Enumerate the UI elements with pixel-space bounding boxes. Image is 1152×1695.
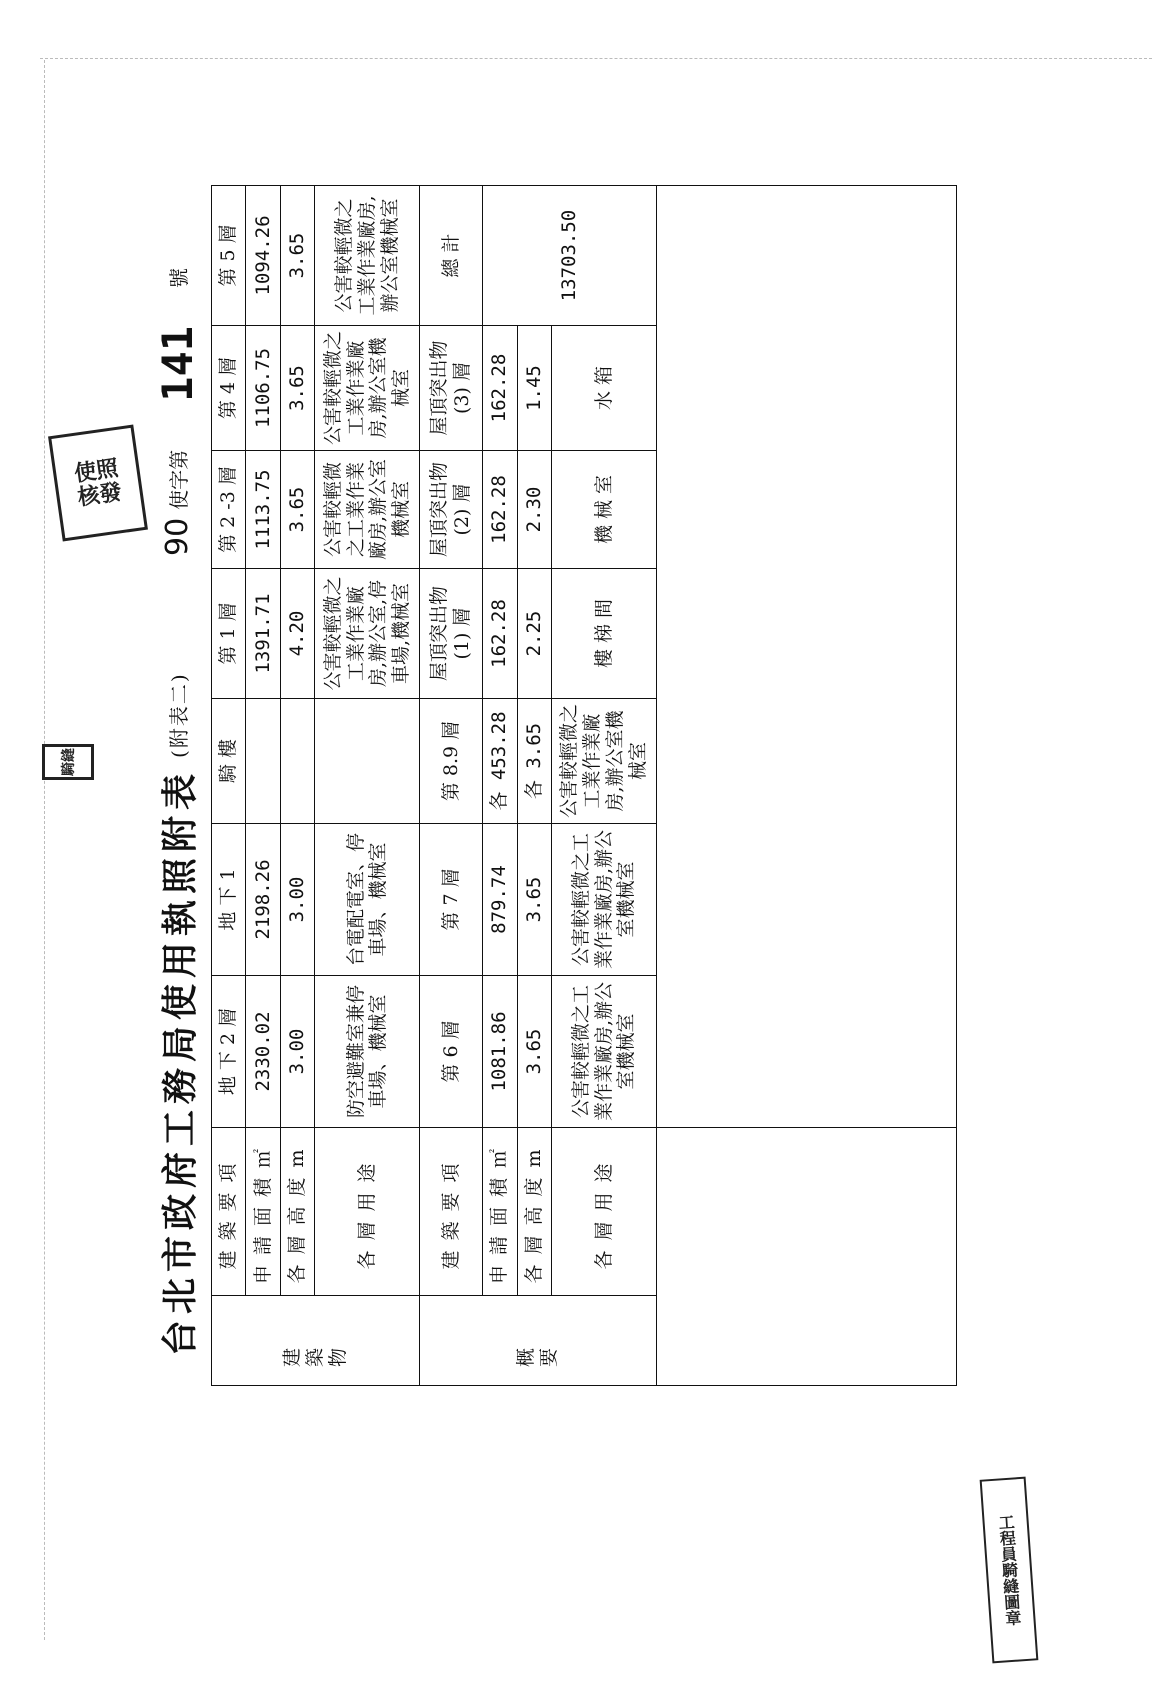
table-cell: 公害較輕微之工業作業廠房,辦公室機械室 (315, 451, 420, 569)
table-cell: 3.65 (517, 976, 551, 1128)
form-sheet (137, 186, 957, 1386)
row-label: 建築要項 (212, 1128, 246, 1296)
scan-border-left (44, 60, 45, 1640)
table-cell: 2.30 (517, 451, 551, 569)
form-subtitle: (附表二) (166, 672, 191, 758)
table-cell: 3.00 (280, 824, 314, 976)
table-cell: 第 1 層 (212, 569, 246, 699)
blank-cell (657, 1128, 957, 1386)
table-cell: 各 453.28 (483, 699, 517, 824)
upper-area-row (246, 186, 280, 1386)
lower-use-row (552, 186, 657, 1386)
table-cell: 第 2 -3 層 (212, 451, 246, 569)
table-cell: 2.25 (517, 569, 551, 699)
seam-stamp (42, 744, 94, 780)
permit-table (211, 185, 957, 1386)
row-label: 各層用途 (315, 1128, 420, 1296)
table-cell: 地 下 2 層 (212, 976, 246, 1128)
table-cell: 防空避難室兼停車場、機械室 (315, 976, 420, 1128)
table-cell: 公害較輕微之工業作業廠房,辦公室機械室 (552, 824, 657, 976)
table-cell: 3.65 (280, 186, 314, 326)
table-cell: 3.65 (280, 451, 314, 569)
table-cell: 第 5 層 (212, 186, 246, 326)
rotated-form (137, 186, 957, 1386)
table-cell (280, 699, 314, 824)
row-label: 申請面積㎡ (246, 1128, 280, 1296)
doc-number: 141 (152, 325, 202, 402)
doc-year: 90 (159, 517, 195, 556)
table-cell: 2198.26 (246, 824, 280, 976)
table-cell: 第 8.9 層 (420, 699, 483, 824)
table-cell: 屋頂突出物(2) 層 (420, 451, 483, 569)
table-cell: 公害較輕微之工業作業廠房,辦公室機械室 (552, 699, 657, 824)
upper-item-row (212, 186, 246, 1386)
table-cell: 總 計 (420, 186, 483, 326)
row-label: 申請面積㎡ (483, 1128, 517, 1296)
table-cell: 騎 樓 (212, 699, 246, 824)
row-label: 各層高度m (280, 1128, 314, 1296)
seal-stamp (48, 425, 148, 542)
table-cell: 3.65 (517, 824, 551, 976)
table-cell: 屋頂突出物(1) 層 (420, 569, 483, 699)
row-label: 各層用途 (552, 1128, 657, 1296)
blank-footer-row (657, 186, 957, 1386)
table-cell: 1081.86 (483, 976, 517, 1128)
lower-item-row (420, 186, 483, 1386)
table-cell: 樓 梯 間 (552, 569, 657, 699)
table-cell: 1391.71 (246, 569, 280, 699)
engineer-stamp-text: 工程員騎縫圖章 (995, 1513, 1023, 1627)
table-cell: 公害較輕微之工業作業廠房,辦公室,停車場,機械室 (315, 569, 420, 699)
section-label-upper: 建築物 (212, 1296, 420, 1386)
seam-stamp-text: 騎縫 (61, 748, 77, 776)
table-cell (246, 699, 280, 824)
form-title-text: 台北市政府工務局使用執照附表 (158, 767, 201, 1356)
table-cell: 各 3.65 (517, 699, 551, 824)
table-cell (315, 699, 420, 824)
document-number (147, 196, 207, 556)
row-label: 建築要項 (420, 1128, 483, 1296)
table-cell: 1094.26 (246, 186, 280, 326)
table-cell: 公害較輕微之工業作業廠房,辦公室機械室 (552, 976, 657, 1128)
table-cell: 4.20 (280, 569, 314, 699)
table-cell: 第 4 層 (212, 326, 246, 451)
table-cell: 屋頂突出物(3) 層 (420, 326, 483, 451)
table-cell: 水 箱 (552, 326, 657, 451)
table-cell: 162.28 (483, 569, 517, 699)
total-area-cell: 13703.50 (483, 186, 657, 326)
table-cell: 地 下 1 (212, 824, 246, 976)
lower-area-row (483, 186, 517, 1386)
table-cell: 機 械 室 (552, 451, 657, 569)
upper-use-row (315, 186, 420, 1386)
table-cell: 公害較輕微之工業作業廠房,辦公室機械室 (315, 326, 420, 451)
scan-border-top (40, 58, 1152, 59)
table-cell: 2330.02 (246, 976, 280, 1128)
row-label: 各層高度m (517, 1128, 551, 1296)
table-cell: 3.00 (280, 976, 314, 1128)
doc-prefix: 使字第 (166, 449, 191, 510)
table-cell: 1113.75 (246, 451, 280, 569)
table-cell: 879.74 (483, 824, 517, 976)
table-cell: 公害較輕微之工業作業廠房,辦公室機械室 (315, 186, 420, 326)
table-cell: 3.65 (280, 326, 314, 451)
lower-height-row (517, 186, 551, 1386)
doc-suffix: 號 (166, 267, 191, 288)
blank-cell (657, 186, 957, 1128)
engineer-stamp (980, 1477, 1039, 1664)
table-cell: 第 6 層 (420, 976, 483, 1128)
table-cell: 1.45 (517, 326, 551, 451)
table-cell: 第 7 層 (420, 824, 483, 976)
upper-height-row (280, 186, 314, 1386)
table-cell: 162.28 (483, 326, 517, 451)
table-cell: 1106.75 (246, 326, 280, 451)
section-label-lower: 概要 (420, 1296, 657, 1386)
table-cell: 台電配電室、停車場、機械室 (315, 824, 420, 976)
table-cell: 162.28 (483, 451, 517, 569)
seal-stamp-text: 使照 核發 (72, 454, 124, 511)
